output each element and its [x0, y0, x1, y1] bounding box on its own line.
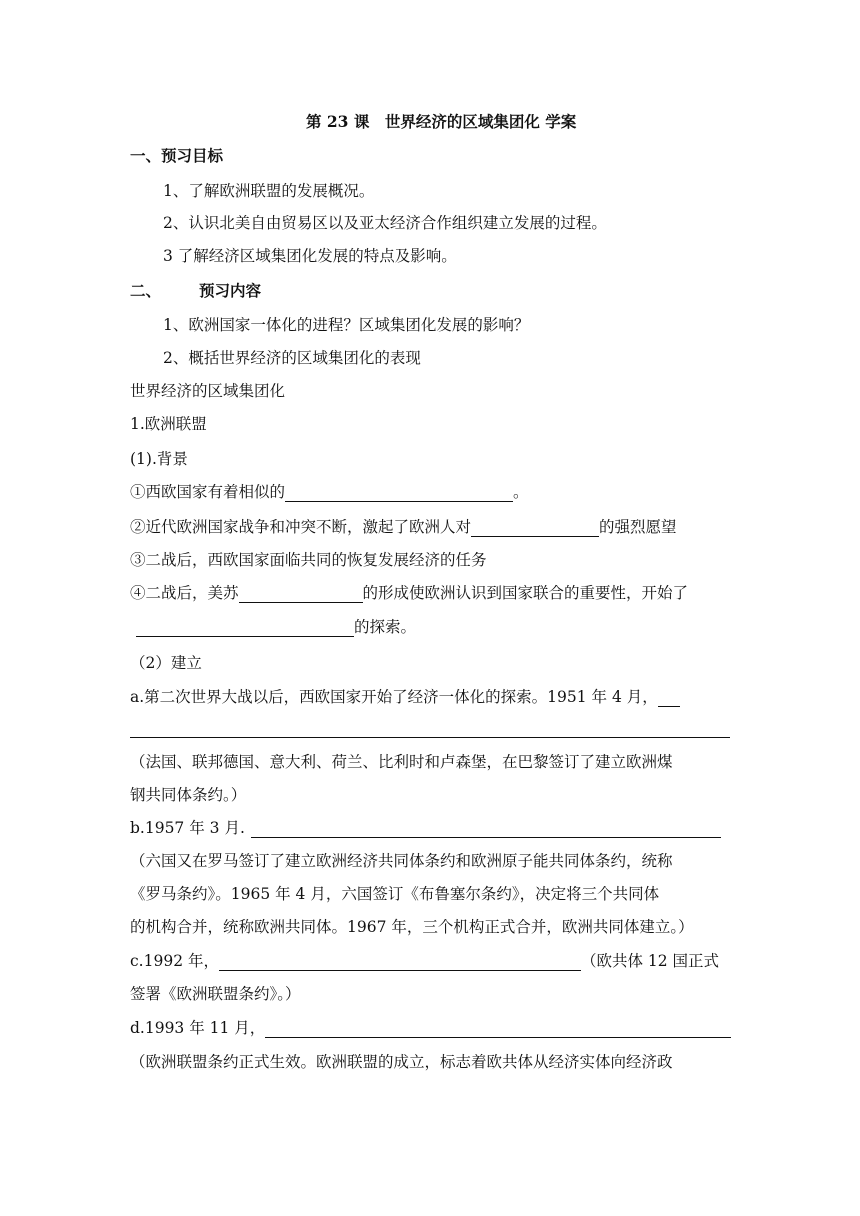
background-point-4-text: ④二战后，美苏: [130, 584, 239, 602]
background-point-2-end: 的强烈愿望: [599, 518, 677, 536]
item-a-note-2: 钢共同体条约。）: [130, 786, 247, 804]
background-point-3: ③二战后，西欧国家面临共同的恢复发展经济的任务: [130, 551, 487, 569]
fill-in-blank[interactable]: [285, 484, 513, 502]
fill-in-blank[interactable]: [136, 619, 354, 637]
fill-in-blank[interactable]: [219, 953, 581, 971]
content-item-2: 2、概括世界经济的区域集团化的表现: [163, 349, 421, 367]
item-a-text: a.第二次世界大战以后，西欧国家开始了经济一体化的探索。1951 年 4 月，: [130, 688, 658, 706]
section-heading-number: 二、: [130, 281, 162, 300]
item-b: [130, 818, 730, 838]
goal-item-3: 3 了解经济区域集团化发展的特点及影响。: [163, 247, 457, 265]
goal-item-2: 2、认识北美自由贸易区以及亚太经济合作组织建立发展的过程。: [163, 214, 607, 232]
item-a: [130, 687, 730, 707]
section-heading-text: 预习内容: [199, 281, 262, 300]
section-heading-preview-goals: 一、预习目标: [130, 146, 224, 165]
item-b-text: b.1957 年 3 月.: [130, 819, 245, 837]
fill-in-blank[interactable]: [658, 689, 680, 707]
background-point-1-text: ①西欧国家有着相似的: [130, 483, 286, 501]
topic-line: 世界经济的区域集团化: [130, 382, 286, 400]
fill-in-blank[interactable]: [265, 1020, 731, 1038]
item-d-note-1: （欧洲联盟条约正式生效。欧洲联盟的成立，标志着欧共体从经济实体向经济政: [130, 1053, 673, 1071]
item-c-end: （欧共体 12 国正式: [580, 952, 720, 970]
subheading-eu: 1.欧洲联盟: [130, 415, 207, 433]
fill-in-blank[interactable]: [251, 820, 721, 838]
background-point-4: [130, 583, 730, 603]
page-title: 第 23 课 世界经济的区域集团化 学案: [306, 112, 577, 131]
item-b-note-1: （六国又在罗马签订了建立欧洲经济共同体条约和欧洲原子能共同体条约，统称: [130, 852, 673, 870]
content-item-1: 1、欧洲国家一体化的进程？区域集团化发展的影响？: [163, 316, 530, 334]
fill-in-blank[interactable]: [471, 519, 599, 537]
section-heading-preview-content: [130, 281, 730, 301]
item-d: [130, 1018, 730, 1038]
item-c: [130, 951, 730, 971]
background-point-2-text: ②近代欧洲国家战争和冲突不断，激起了欧洲人对: [130, 518, 472, 536]
background-point-1-end: 。: [513, 483, 529, 501]
fill-in-blank[interactable]: [239, 585, 363, 603]
item-c-note: 签署《欧洲联盟条约》。）: [130, 985, 301, 1003]
item-b-note-2: 《罗马条约》。1965 年 4 月，六国签订《布鲁塞尔条约》，决定将三个共同体: [130, 885, 660, 903]
subheading-background: (1).背景: [130, 450, 188, 468]
subheading-establishment: （2）建立: [130, 654, 202, 672]
item-c-text: c.1992 年，: [130, 952, 219, 970]
background-point-4-mid: 的形成使欧洲认识到国家联合的重要性，开始了: [362, 584, 689, 602]
background-point-1: [130, 482, 730, 502]
background-point-2: [130, 517, 730, 537]
background-point-4-continued: [136, 617, 730, 637]
item-b-note-3: 的机构合并，统称欧洲共同体。1967 年，三个机构正式合并，欧洲共同体建立。）: [130, 918, 694, 936]
fill-in-line[interactable]: [130, 737, 730, 738]
item-a-note-1: （法国、联邦德国、意大利、荷兰、比利时和卢森堡，在巴黎签订了建立欧洲煤: [130, 753, 673, 771]
background-point-4-end: 的探索。: [354, 618, 417, 636]
item-d-text: d.1993 年 11 月，: [130, 1019, 266, 1037]
goal-item-1: 1、了解欧洲联盟的发展概况。: [163, 182, 375, 200]
